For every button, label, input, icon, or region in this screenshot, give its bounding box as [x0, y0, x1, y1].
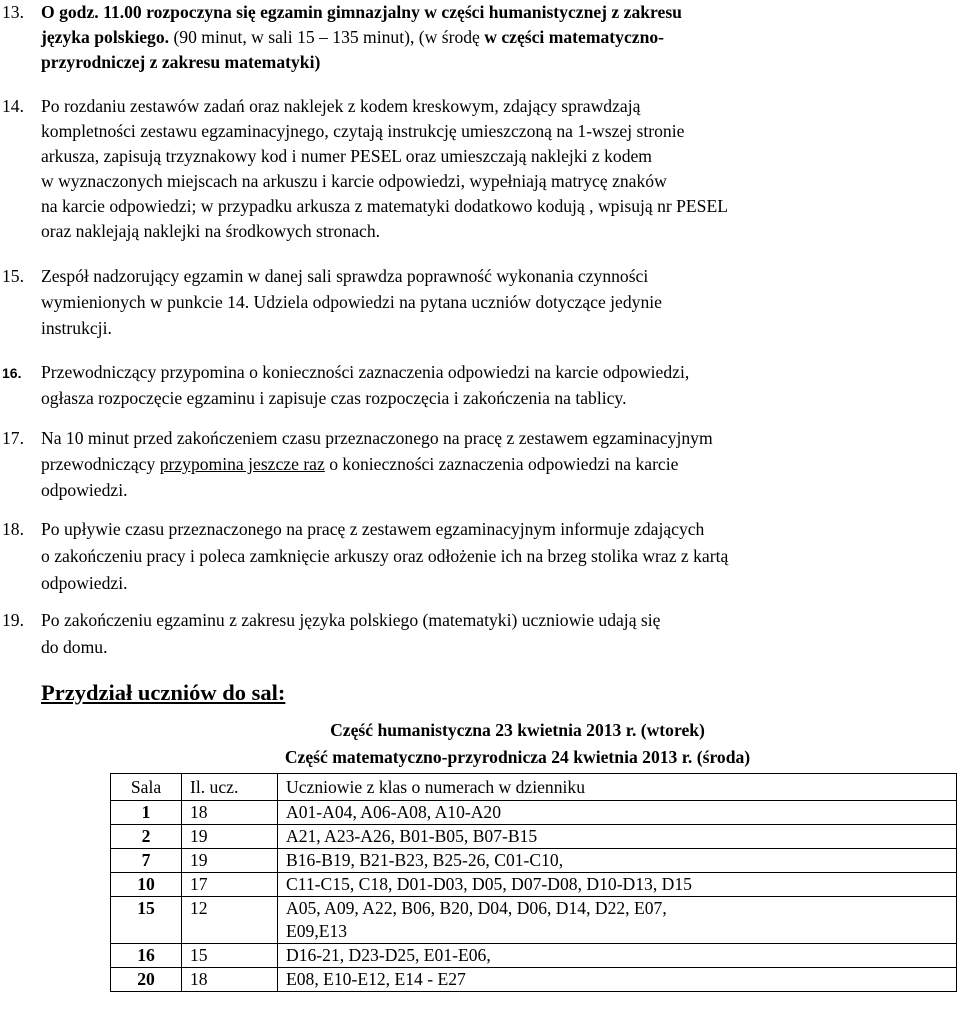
item-line: oraz naklejają naklejki na środkowych stronach. [41, 221, 381, 241]
table-row [111, 968, 957, 992]
room-number: 20 [111, 968, 182, 992]
item-line: o zakończeniu pracy i poleca zamknięcie arkuszy oraz odłożenie ich na brzeg stolika wraz z kartą [41, 546, 729, 566]
item-line: odpowiedzi. [41, 480, 128, 500]
item-line: arkusza, zapisują trzyznakowy kod i numer PESEL oraz umieszczają naklejki z kodem [41, 146, 652, 166]
item-line: Po zakończeniu egzaminu z zakresu języka polskiego (matematyki) uczniowie udają się [41, 610, 661, 630]
text-span: języka polskiego. [41, 27, 170, 47]
room-number: 1 [111, 801, 182, 825]
text-span: (90 minut, w sali 15 – 135 minut), (w środę [169, 27, 485, 47]
student-count: 19 [182, 849, 278, 873]
student-count: 17 [182, 873, 278, 897]
header-students: Uczniowie z klas o numerach w dzienniku [278, 774, 957, 801]
room-number: 16 [111, 944, 182, 968]
student-count: 15 [182, 944, 278, 968]
student-ranges: B16-B19, B21-B23, B25-26, C01-C10, [278, 849, 957, 873]
student-ranges: E08, E10-E12, E14 - E27 [278, 968, 957, 992]
table-row [111, 825, 957, 849]
text-span: w części matematyczno- [484, 27, 665, 47]
schedule-humanities: Część humanistyczna 23 kwietnia 2013 r. (wtorek) [330, 720, 705, 740]
table-row [111, 944, 957, 968]
item-number: 16. [2, 365, 22, 381]
room-assignment-table [110, 773, 957, 992]
item-number: 19. [2, 610, 24, 630]
table-row [111, 873, 957, 897]
item-number: 15. [2, 266, 24, 286]
text-span: przewodniczący [41, 454, 160, 474]
item-line: wymienionych w punkcie 14. Udziela odpowiedzi na pytana uczniów dotyczące jedynie [41, 292, 662, 312]
item-number: 14. [2, 96, 24, 116]
item-line: w wyznaczonych miejscach na arkuszu i karcie odpowiedzi, wypełniają matrycę znaków [41, 171, 667, 191]
room-number: 2 [111, 825, 182, 849]
item-line [41, 27, 664, 48]
text-span: przyrodniczej z zakresu matematyki) [41, 52, 321, 72]
text-span: przypomina jeszcze raz [159, 454, 325, 474]
item-line: Na 10 minut przed zakończeniem czasu przeznaczonego na pracę z zestawem egzaminacyjnym [41, 428, 713, 448]
table-header-row [111, 774, 957, 801]
room-number: 10 [111, 873, 182, 897]
student-count: 18 [182, 801, 278, 825]
table-row [111, 849, 957, 873]
item-line: na karcie odpowiedzi; w przypadku arkusza z matematyki dodatkowo kodują , wpisują nr PESEL [41, 196, 728, 216]
item-line [41, 454, 678, 475]
room-number: 15 [111, 897, 182, 944]
student-ranges: A21, A23-A26, B01-B05, B07-B15 [278, 825, 957, 849]
item-line: Zespół nadzorujący egzamin w danej sali sprawdza poprawność wykonania czynności [41, 266, 649, 286]
student-ranges: A01-A04, A06-A08, A10-A20 [278, 801, 957, 825]
student-ranges: A05, A09, A22, B06, B20, D04, D06, D14, D22, E07, E09,E13 [278, 897, 957, 944]
room-number: 7 [111, 849, 182, 873]
student-count: 12 [182, 897, 278, 944]
header-room: Sala [111, 774, 182, 801]
student-count: 18 [182, 968, 278, 992]
item-line: Po upływie czasu przeznaczonego na pracę z zestawem egzaminacyjnym informuje zdających [41, 519, 705, 539]
schedule-math-science: Część matematyczno-przyrodnicza 24 kwietnia 2013 r. (środa) [284, 747, 751, 767]
assignment-heading: Przydział uczniów do sal: [41, 680, 286, 705]
item-line: kompletności zestawu egzaminacyjnego, czytają instrukcję umieszczoną na 1-wszej stronie [41, 121, 685, 141]
student-count: 19 [182, 825, 278, 849]
item-number: 18. [2, 519, 24, 539]
item-number: 17. [2, 428, 24, 448]
item-line: ogłasza rozpoczęcie egzaminu i zapisuje czas rozpoczęcia i zakończenia na tablicy. [41, 388, 627, 408]
text-span: o konieczności zaznaczenia odpowiedzi na karcie [324, 454, 679, 474]
item-line [41, 2, 682, 23]
item-line: instrukcji. [41, 318, 112, 338]
table-row [111, 801, 957, 825]
item-line: do domu. [41, 637, 108, 657]
student-ranges: C11-C15, C18, D01-D03, D05, D07-D08, D10-D13, D15 [278, 873, 957, 897]
item-line [41, 52, 320, 73]
item-line: Po rozdaniu zestawów zadań oraz naklejek z kodem kreskowym, zdający sprawdzają [41, 96, 641, 116]
header-count: Il. ucz. [182, 774, 278, 801]
item-number: 13. [2, 2, 24, 22]
student-ranges: D16-21, D23-D25, E01-E06, [278, 944, 957, 968]
table-row [111, 897, 957, 944]
item-line: odpowiedzi. [41, 573, 128, 593]
item-line: Przewodniczący przypomina o konieczności zaznaczenia odpowiedzi na karcie odpowiedzi, [41, 362, 690, 382]
text-span: O godz. 11.00 rozpoczyna się egzamin gimnazjalny w części humanistycznej z zakresu [41, 2, 682, 22]
